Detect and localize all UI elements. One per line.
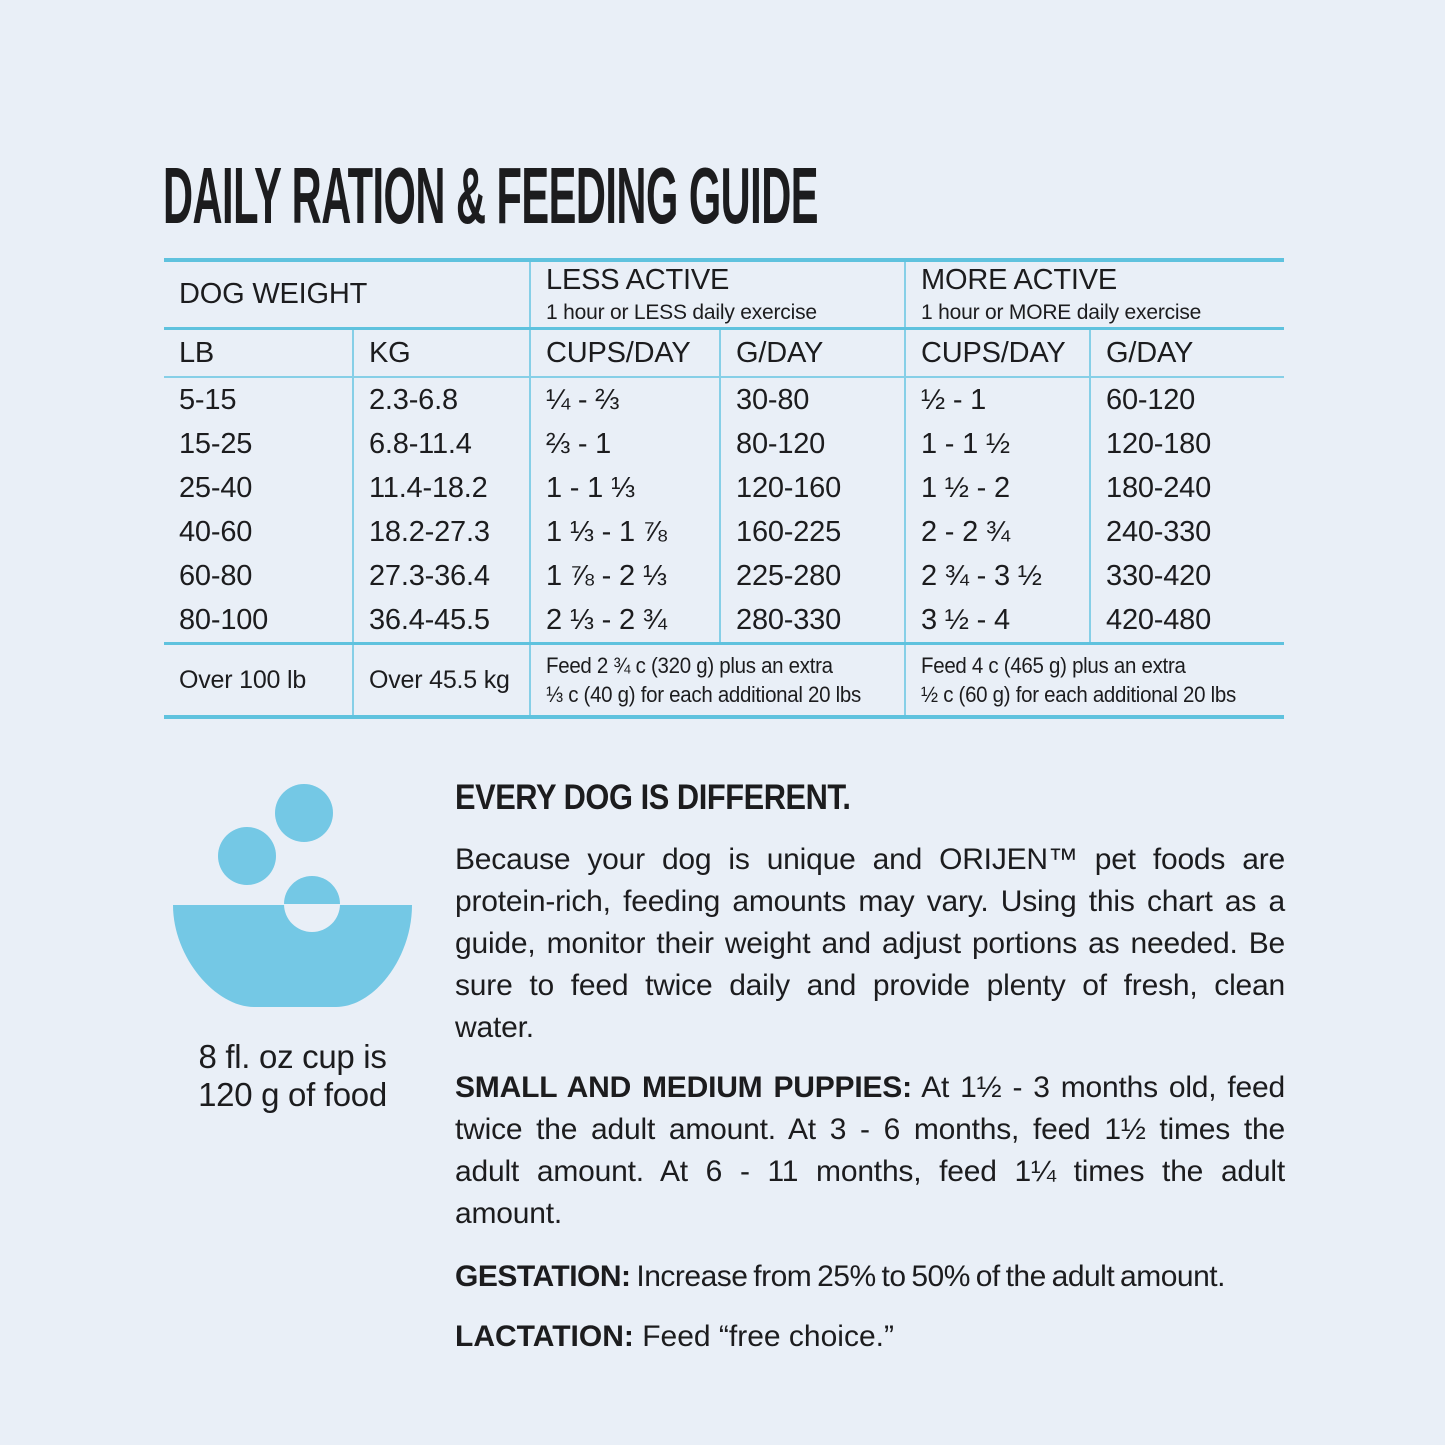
kibble-icon <box>275 784 333 842</box>
feed-note-line: Feed 2 ¾ c (320 g) plus an extra <box>546 653 833 678</box>
food-bowl-icon <box>170 780 420 1025</box>
column-header-cups-more: CUPS/DAY <box>905 329 1090 378</box>
gestation-label: GESTATION: <box>455 1260 631 1293</box>
kibble-icon <box>218 827 276 885</box>
cell-g-more: 120-180 <box>1090 422 1284 466</box>
cell-g-less: 80-120 <box>720 422 905 466</box>
puppies-label: SMALL AND MEDIUM PUPPIES: <box>455 1071 912 1104</box>
group-sublabel: 1 hour or MORE daily exercise <box>921 301 1202 324</box>
table-group-header-row <box>164 260 1284 329</box>
column-header-g-less: G/DAY <box>720 329 905 378</box>
kibble-icon <box>284 876 340 904</box>
column-header-lb: LB <box>164 329 353 378</box>
cell-lb: 15-25 <box>179 427 253 460</box>
cell-lb: 80-100 <box>164 598 353 644</box>
cell-cups-more: 3 ½ - 4 <box>905 598 1090 644</box>
over-kg-label: Over 45.5 kg <box>369 665 510 694</box>
cell-cups-less: ¼ - ⅔ <box>530 377 720 422</box>
lactation-note <box>455 1319 1285 1355</box>
table-overflow-row <box>164 644 1284 718</box>
table-row <box>164 466 1284 510</box>
column-header-g-more: G/DAY <box>1090 329 1284 378</box>
table-row <box>164 554 1284 598</box>
over-lb-label: Over 100 lb <box>179 665 307 694</box>
table-row <box>164 377 1284 422</box>
cell-over-more-active <box>905 644 1284 718</box>
feed-note-line: ½ c (60 g) for each additional 20 lbs <box>921 682 1236 707</box>
cell-cups-more: 2 ¾ - 3 ½ <box>905 554 1090 598</box>
group-label: MORE ACTIVE <box>921 264 1118 296</box>
group-label: DOG WEIGHT <box>179 278 368 310</box>
cell-kg: 27.3-36.4 <box>353 554 530 598</box>
info-paragraph: Because your dog is unique and ORIJEN™ pet foods are protein-rich, feeding amounts may vary. Using this chart as a guide, monitor their weight and adjust portions as needed. Be sure to feed twice daily and provide plenty of fresh, clean water. <box>455 843 1285 1044</box>
bowl-shape <box>173 905 412 1007</box>
cell-cups-more: 2 - 2 ¾ <box>905 510 1090 554</box>
cell-g-more: 330-420 <box>1090 554 1284 598</box>
table-row <box>164 510 1284 554</box>
cell-cups-less: 1 - 1 ⅓ <box>530 466 720 510</box>
cell-lb: 25-40 <box>179 471 253 504</box>
cell-cups-more: 1 - 1 ½ <box>905 422 1090 466</box>
cell-g-more: 60-120 <box>1090 377 1284 422</box>
group-less-active <box>530 260 905 329</box>
column-header-kg: KG <box>353 329 530 378</box>
cell-g-less: 160-225 <box>720 510 905 554</box>
cell-cups-less: 1 ⅞ - 2 ⅓ <box>530 554 720 598</box>
feeding-table <box>164 258 1284 719</box>
cell-over-less-active <box>530 644 905 718</box>
cup-note-line1: 8 fl. oz cup is <box>198 1038 387 1075</box>
table-row <box>164 598 1284 644</box>
lactation-text: Feed “free choice.” <box>642 1320 894 1353</box>
info-column <box>455 779 1285 1355</box>
cell-kg: 2.3-6.8 <box>353 377 530 422</box>
lactation-label: LACTATION: <box>455 1320 634 1353</box>
cell-kg: 36.4-45.5 <box>353 598 530 644</box>
cell-cups-less: ⅔ - 1 <box>530 422 720 466</box>
cell-cups-more: 1 ½ - 2 <box>905 466 1090 510</box>
cell-g-less: 280-330 <box>720 598 905 644</box>
cell-lb: 60-80 <box>179 559 253 592</box>
group-more-active <box>905 260 1284 329</box>
cup-note-line2: 120 g of food <box>198 1076 387 1113</box>
page-title: DAILY RATION & FEEDING GUIDE <box>163 151 818 240</box>
cell-lb: 40-60 <box>179 515 253 548</box>
table-column-header-row <box>164 329 1284 378</box>
feed-note-line: ⅓ c (40 g) for each additional 20 lbs <box>546 682 861 707</box>
puppies-text: At 1½ - 3 months old, feed twice the adult amount. At 3 - 6 months, feed 1½ times the adult amount. At 6 - 11 months, feed 1¼ times the adult amount. <box>455 1071 1285 1230</box>
cell-over-lb <box>164 644 353 718</box>
cell-g-less: 120-160 <box>720 466 905 510</box>
cell-kg: 11.4-18.2 <box>353 466 530 510</box>
cell-cups-less: 2 ⅓ - 2 ¾ <box>530 598 720 644</box>
info-heading: EVERY DOG IS DIFFERENT. <box>455 778 851 817</box>
group-sublabel: 1 hour or LESS daily exercise <box>546 301 817 324</box>
cell-cups-less: 1 ⅓ - 1 ⅞ <box>530 510 720 554</box>
gestation-note <box>455 1259 1285 1295</box>
cell-g-more: 180-240 <box>1090 466 1284 510</box>
cell-g-more: 240-330 <box>1090 510 1284 554</box>
puppies-paragraph <box>455 1067 1285 1235</box>
group-dog-weight <box>164 260 530 329</box>
cup-measure-note <box>135 1038 450 1114</box>
column-header-cups-less: CUPS/DAY <box>530 329 720 378</box>
cell-lb: 5-15 <box>179 383 237 416</box>
cell-kg: 18.2-27.3 <box>353 510 530 554</box>
cell-g-more: 420-480 <box>1090 598 1284 644</box>
cell-kg: 6.8-11.4 <box>353 422 530 466</box>
cell-over-kg <box>353 644 530 718</box>
table-row <box>164 422 1284 466</box>
group-label: LESS ACTIVE <box>546 264 730 296</box>
gestation-text: Increase from 25% to 50% of the adult amount. <box>636 1260 1225 1293</box>
cell-g-less: 30-80 <box>720 377 905 422</box>
cell-cups-more: ½ - 1 <box>905 377 1090 422</box>
cell-g-less: 225-280 <box>720 554 905 598</box>
feed-note-line: Feed 4 c (465 g) plus an extra <box>921 653 1186 678</box>
